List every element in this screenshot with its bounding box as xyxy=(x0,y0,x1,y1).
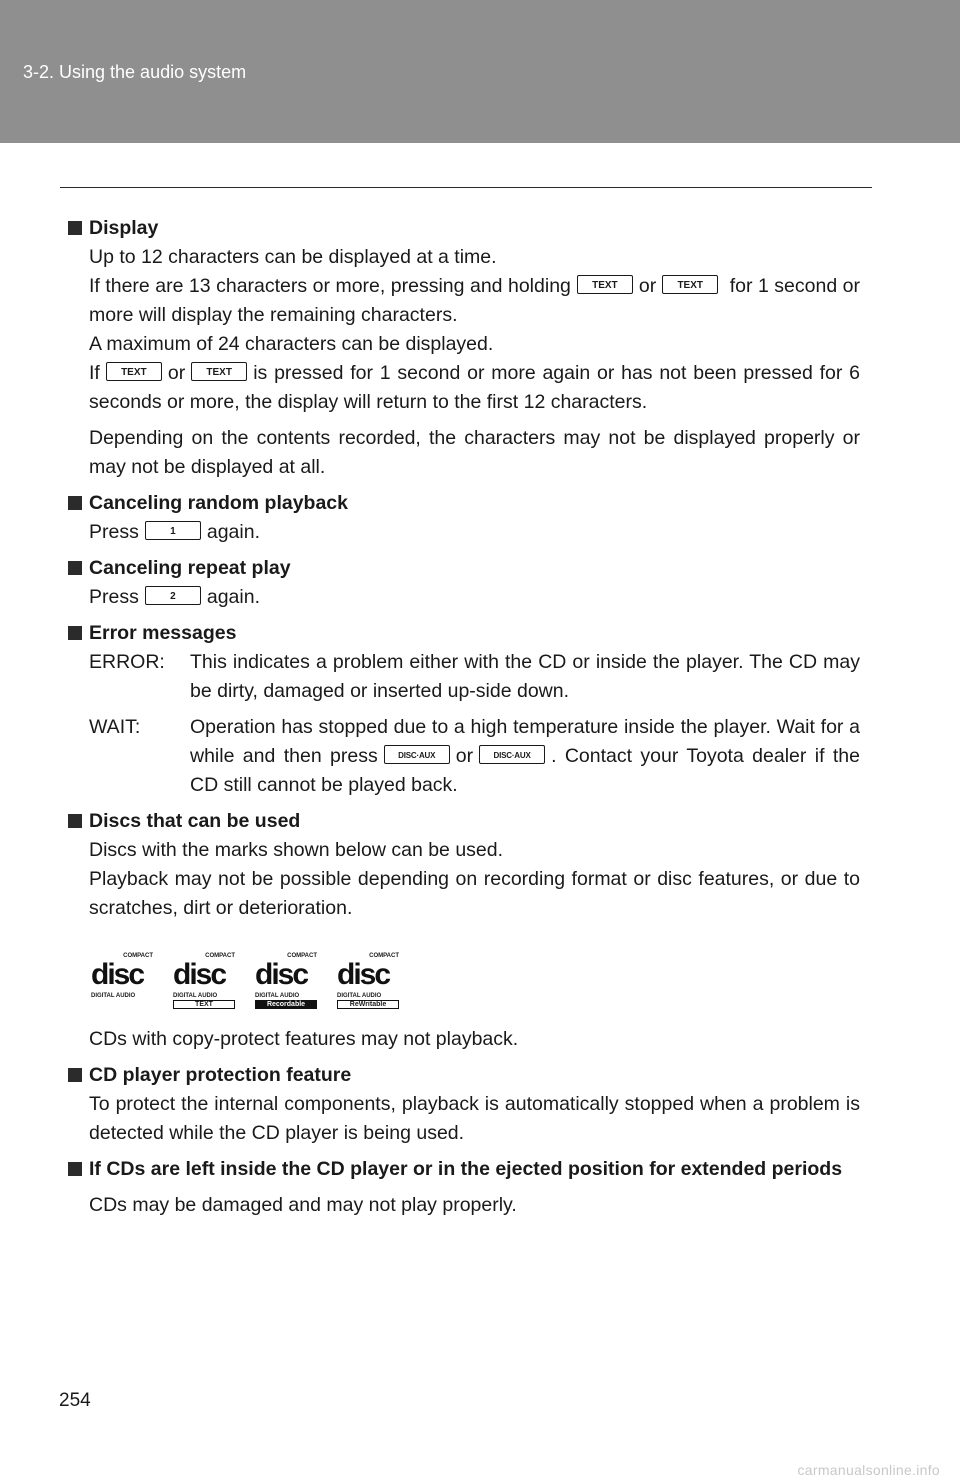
repeat-heading: Canceling repeat play xyxy=(68,554,860,583)
text-key-icon: TEXT xyxy=(191,362,247,381)
square-bullet-icon xyxy=(68,561,82,575)
section-random: Canceling random playback Press 1 again. xyxy=(68,489,860,547)
square-bullet-icon xyxy=(68,496,82,510)
text-key-icon: TEXT xyxy=(577,275,633,294)
errors-heading: Error messages xyxy=(68,619,860,648)
discs-para-1: Discs with the marks shown below can be used. xyxy=(89,839,504,861)
section-display xyxy=(68,214,860,482)
preset-1-key-icon: 1 xyxy=(145,521,201,540)
discs-heading: Discs that can be used xyxy=(68,807,860,836)
compact-disc-rewritable-logo: COMPACT disc DIGITAL AUDIO ReWritable xyxy=(337,953,399,1008)
display-heading: Display xyxy=(68,214,860,243)
square-bullet-icon xyxy=(68,1162,82,1176)
section-protection xyxy=(68,1061,860,1148)
section-discs xyxy=(68,807,860,1054)
protection-heading: CD player protection feature xyxy=(68,1061,860,1090)
discs-para-3: CDs with copy-protect features may not playback. xyxy=(89,1028,519,1050)
text-key-icon: TEXT xyxy=(662,275,718,294)
error-row: ERROR: This indicates a problem either with the CD or inside the player. The CD may be dirty, damaged or inserted up-side down. xyxy=(89,651,860,702)
compact-disc-text-logo: COMPACT disc DIGITAL AUDIO TEXT xyxy=(173,953,235,1008)
protection-para: To protect the internal components, playback is automatically stopped when a problem is detected while the CD player is being used. xyxy=(89,1093,860,1144)
preset-2-key-icon: 2 xyxy=(145,586,201,605)
compact-disc-logo: COMPACT disc DIGITAL AUDIO xyxy=(89,953,155,1009)
section-errors xyxy=(68,619,860,800)
square-bullet-icon xyxy=(68,221,82,235)
section-title: 3-2. Using the audio system xyxy=(23,62,247,82)
square-bullet-icon xyxy=(68,1068,82,1082)
compact-disc-recordable-logo: COMPACT disc DIGITAL AUDIO Recordable xyxy=(255,953,317,1008)
display-para-2: Depending on the contents recorded, the characters may not be displayed properly or may not be displayed at all. xyxy=(89,427,860,478)
display-para-1: Up to 12 characters can be displayed at a time. If there are 13 characters or more, pressing and holding TEXT or TEXT for 1 second or more will display the remaining characters. A maximum of 24 characters can be displayed. If TEXT or TEXT is pressed for 1 second or more again or has not been pressed for 6 seconds or more, the display will return to the first 12 characters. xyxy=(89,246,861,413)
divider-rule xyxy=(60,187,872,188)
page-number: 254 xyxy=(59,1390,91,1411)
disc-aux-key-icon: DISC·AUX xyxy=(384,745,450,764)
text-key-icon: TEXT xyxy=(106,362,162,381)
page-header xyxy=(0,0,960,143)
wait-row: WAIT: Operation has stopped due to a high temperature inside the player. Wait for a while and then press DISC·AUX or DISC·AUX . Contact your Toyota dealer if the CD still cannot be played back. xyxy=(89,716,860,796)
content xyxy=(68,214,860,1220)
watermark: carmanualsonline.info xyxy=(797,1462,940,1478)
disc-aux-key-icon: DISC·AUX xyxy=(479,745,545,764)
left-inside-heading: If CDs are left inside the CD player or in the ejected position for extended periods xyxy=(68,1155,860,1184)
square-bullet-icon xyxy=(68,814,82,828)
disc-logos xyxy=(89,953,860,1009)
left-inside-para: CDs may be damaged and may not play properly. xyxy=(89,1194,517,1216)
discs-para-2: Playback may not be possible depending on recording format or disc features, or due to scratches, dirt or deterioration. xyxy=(89,868,860,919)
random-heading: Canceling random playback xyxy=(68,489,860,518)
section-left-inside xyxy=(68,1155,860,1220)
section-repeat: Canceling repeat play Press 2 again. xyxy=(68,554,860,612)
square-bullet-icon xyxy=(68,626,82,640)
